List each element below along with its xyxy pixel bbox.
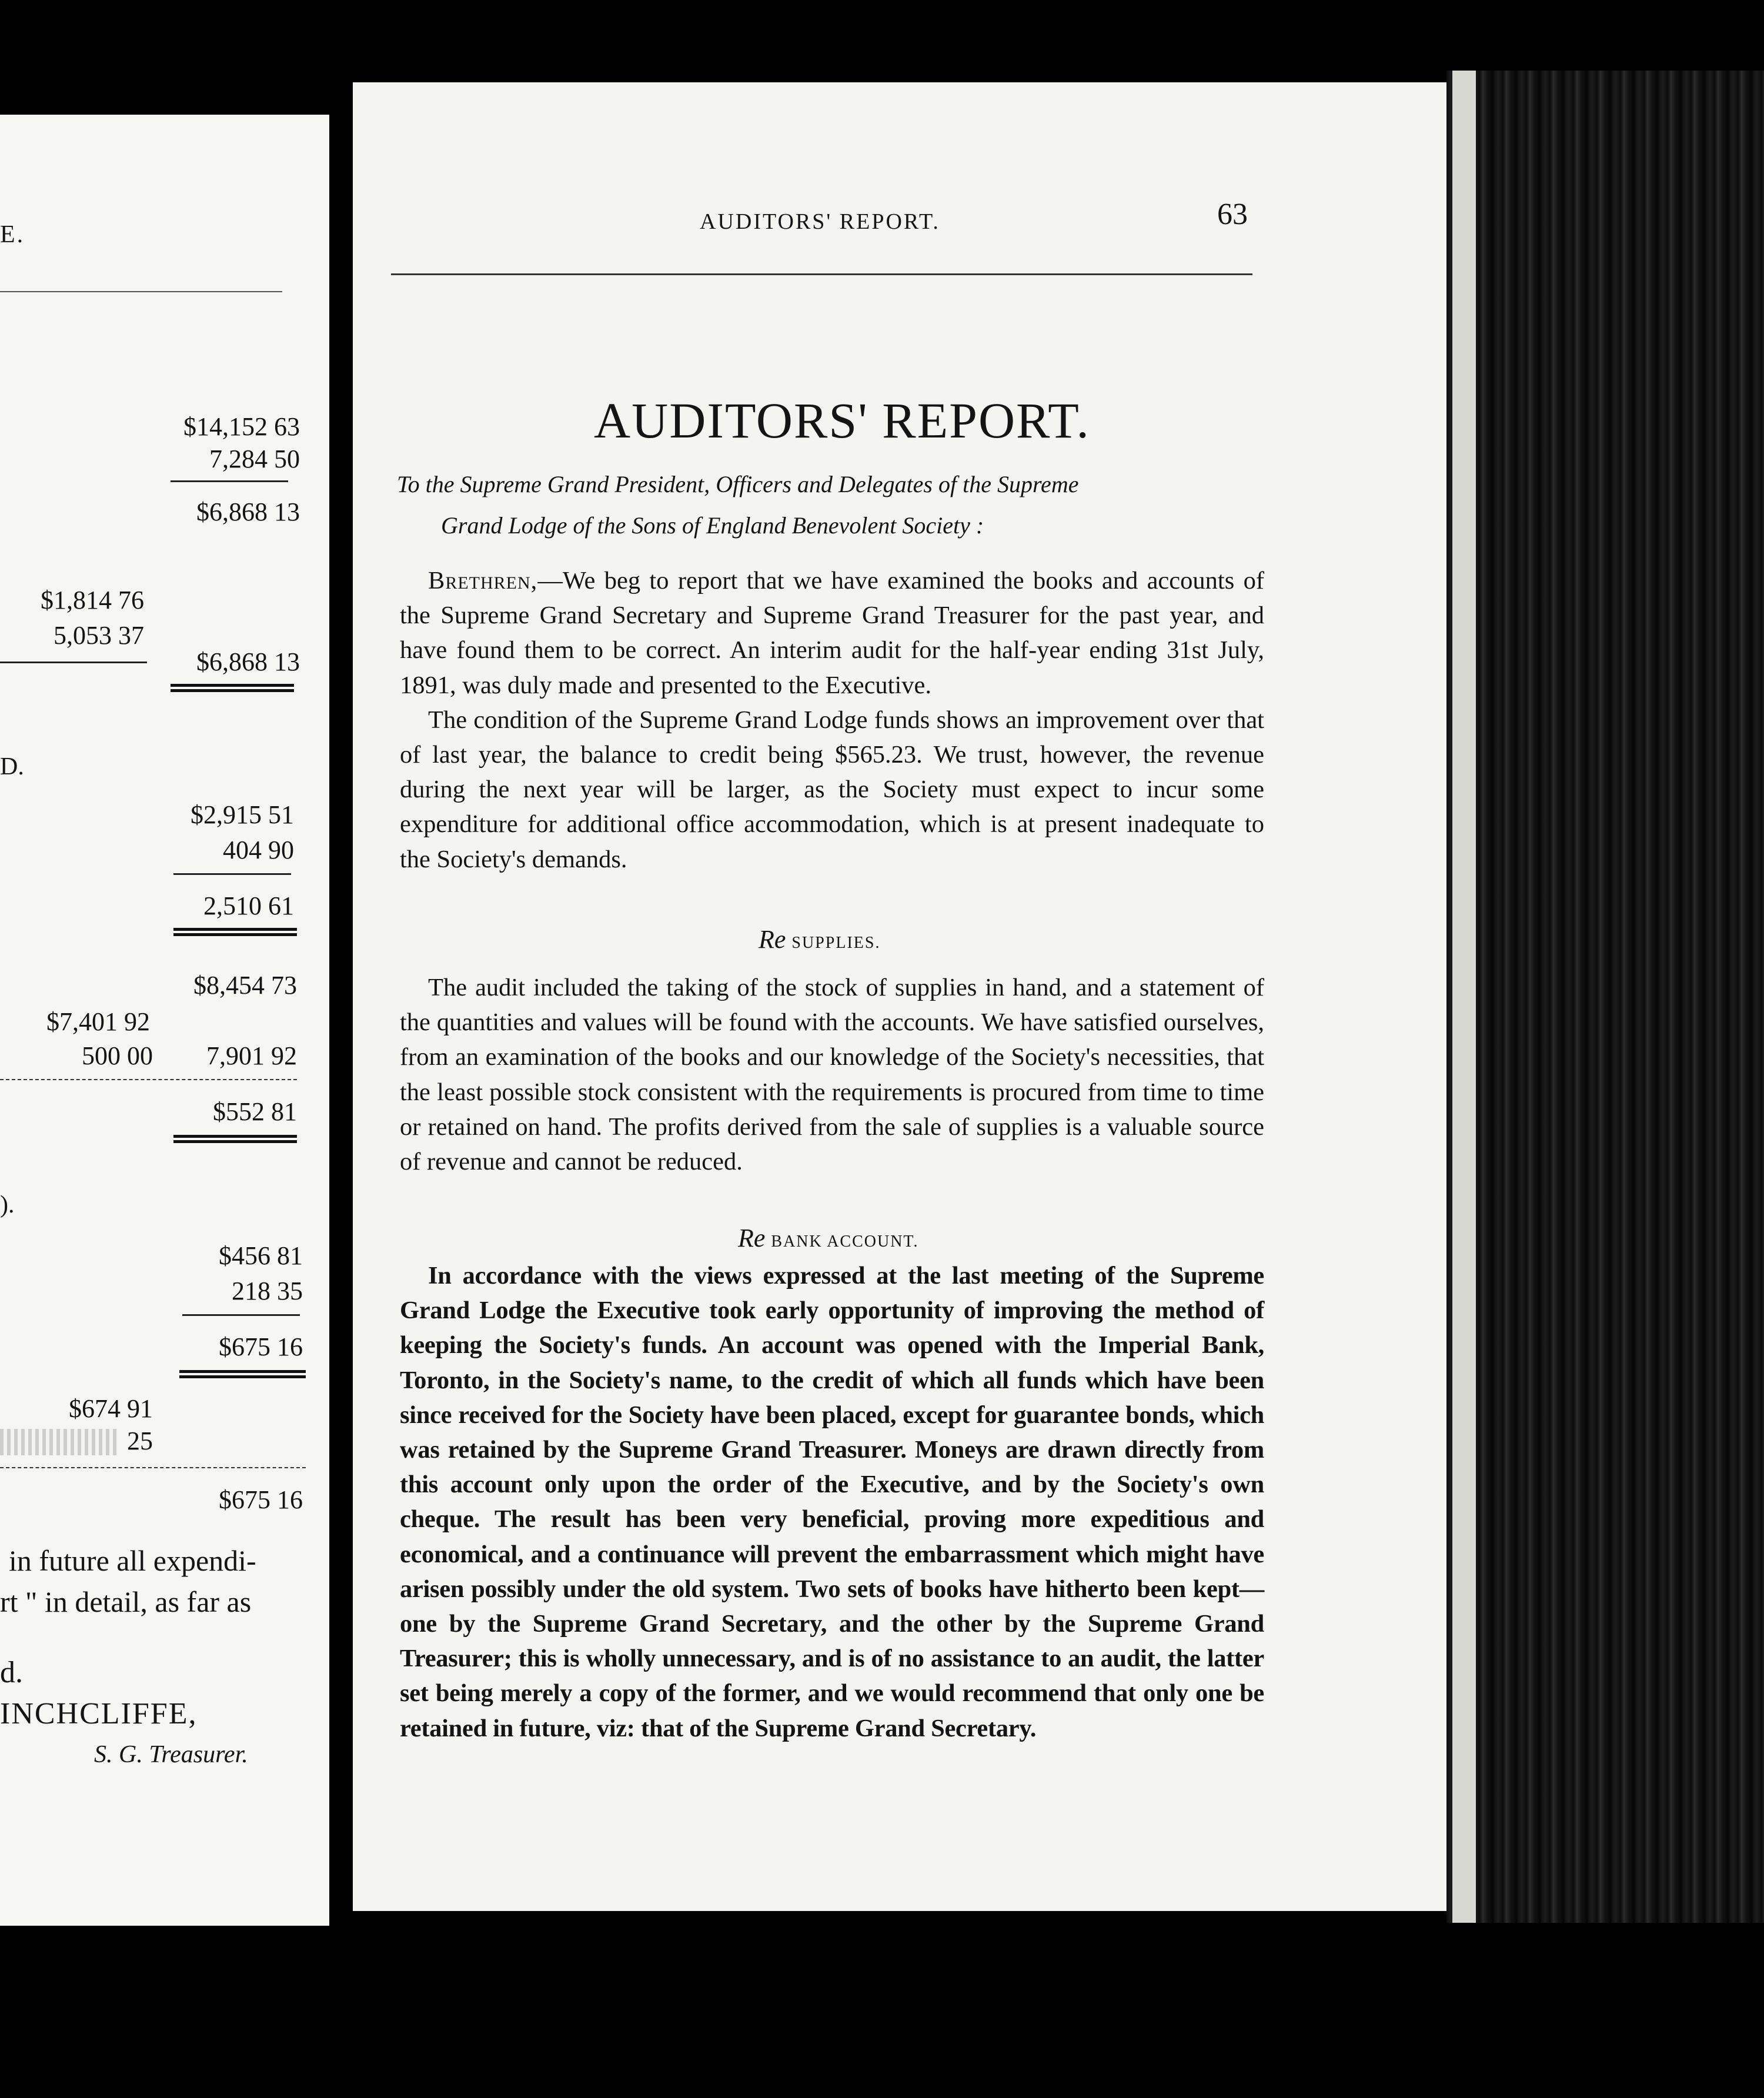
left-amount: $456 81 [219,1241,303,1270]
paragraph-funds: The condition of the Supreme Grand Lodge funds shows an improvement over that of last year, the balance to credit being $565.23. We trust, however, the revenue during the next year will be larger, as the Society must expect to incur some expenditure for additional office accommodation, which is at present inadequate to the Society's demands. [400,706,1264,873]
left-amount: 7,284 50 [209,445,300,473]
address-line-1: To the Supreme Grand President, Officers and Delegates of the Supreme [397,471,1079,497]
signatory-title: S. G. Treasurer. [94,1741,248,1768]
left-text-fragment: rt " in detail, as far as [0,1585,252,1618]
left-sum-rule [182,1314,300,1316]
left-total-double-rule [179,1370,306,1378]
left-amount: $7,401 92 [46,1007,150,1036]
left-amount: 404 90 [223,836,294,864]
running-head: AUDITORS' REPORT. [700,209,940,234]
paragraph-text: In accordance with the views expressed at the last meeting of the Supreme Grand Lodge the Executive took early opportunity of improving the method of keeping the Society's funds. An account was opened with the Imperial Bank, Toronto, in the Society's name, to the credit of which all funds which have been since received for the Society have been placed, except for guarantee bonds, which was retained by the Supreme Grand Treasurer. Moneys are drawn directly from this account only upon the order of the Executive, and by the Society's own cheque. The result has been very beneficial, proving more expeditious and economical, and a continuance will prevent the embarrassment which might have arisen possibly under the old system. Two sets of books have hitherto been kept—one by the Supreme Grand Secretary, and the other by the Supreme Grand Treasurer; this is wholly unnecessary, and is of no assistance to an audit, the latter set being merely a copy of the former, and we would recommend that only one be retained in future, viz: that of the Supreme Grand Secretary. [400,1262,1264,1742]
left-amount: $675 16 [219,1332,303,1361]
left-text-fragment: d. [0,1656,23,1689]
left-amount: $674 91 [69,1394,153,1423]
left-amount: $6,868 13 [196,497,300,526]
left-sum-rule [0,662,147,663]
subheading-re: Re [738,1224,766,1252]
left-sum-rule [0,1079,297,1080]
left-sum-rule [0,1467,306,1468]
book-page-edges [1446,71,1764,1923]
page-number: 63 [1217,198,1248,231]
subheading-supplies [759,924,880,954]
left-text-fragment: in future all expendi- [9,1544,256,1577]
left-amount: $6,868 13 [196,647,300,676]
subheading-label: SUPPLIES. [791,934,881,952]
subheading-bank-account [738,1223,918,1253]
address-line-2: Grand Lodge of the Sons of England Benevolent Society : [441,512,984,539]
left-amount: $1,814 76 [41,586,144,614]
left-sum-rule [173,873,291,875]
smudged-figure [0,1429,118,1455]
paragraph-text: —We beg to report that we have examined the books and accounts of the Supreme Grand Secretary and Supreme Grand Treasurer for the past year, and have found them to be correct. An interim audit for the half-year ending 31st July, 1891, was duly made and presented to the Executive. [400,567,1264,699]
left-amount: 5,053 37 [54,621,144,650]
paragraph-text: The audit included the taking of the stock of supplies in hand, and a statement of the quantities and values will be found with the accounts. We have satisfied ourselves, from an examination of the books and our knowledge of the Society's necessities, that the least possible stock consistent with the requirements is procured from time to time or retained on hand. The profits derived from the sale of supplies is a valuable source of revenue and cannot be reduced. [400,974,1264,1176]
paragraph-supplies [400,970,1264,1179]
left-total-double-rule [173,928,297,936]
left-amount: $2,915 51 [191,800,294,829]
left-header-rule [0,291,282,292]
signatory-name: INCHCLIFFE, [0,1697,198,1730]
left-amount: 500 00 [82,1041,153,1070]
left-page [0,115,329,1926]
left-total-double-rule [173,1135,297,1143]
left-amount: 25 [127,1426,153,1455]
left-amount: $675 16 [219,1485,303,1514]
left-amount: 2,510 61 [203,891,294,920]
subheading-label: BANK ACCOUNT. [771,1232,919,1251]
left-amount: 218 35 [232,1277,303,1305]
report-title: AUDITORS' REPORT. [594,392,1090,449]
left-total-double-rule [171,684,294,692]
left-section-fragment: D. [0,753,24,780]
left-header-fragment: E. [0,221,25,248]
header-rule [391,273,1252,275]
left-amount: $14,152 63 [183,412,300,441]
left-amount: $552 81 [213,1097,297,1126]
paragraph-bank-account [400,1258,1264,1746]
subheading-re: Re [759,925,786,954]
left-section-fragment: ). [0,1191,15,1218]
left-amount: $8,454 73 [193,971,297,1000]
left-amount: 7,901 92 [206,1041,297,1070]
left-sum-rule [171,480,288,482]
paragraph-findings [400,563,1264,877]
page-edge-strip [1452,71,1476,1923]
salutation: Brethren, [428,567,538,594]
